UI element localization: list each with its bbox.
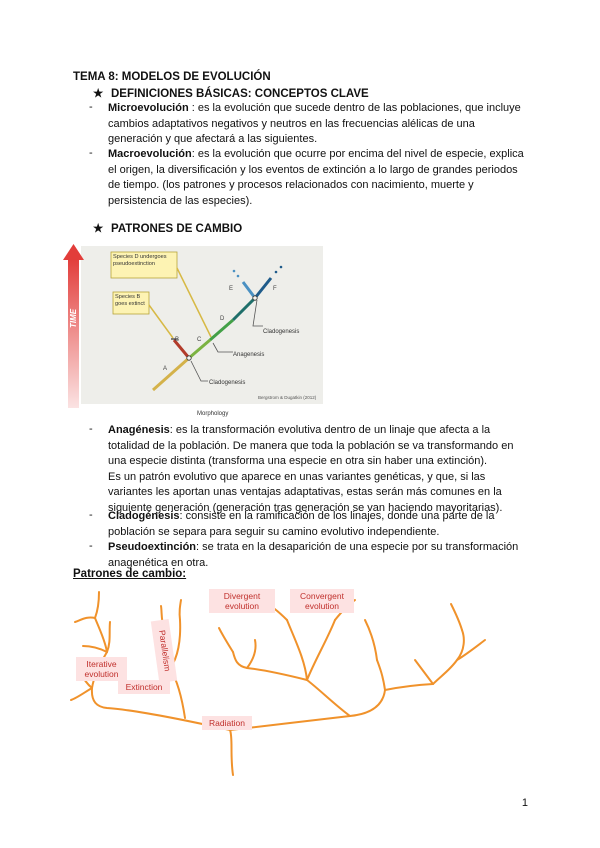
term: Macroevolución (108, 148, 192, 160)
patterns-heading: Patrones de cambio: (73, 568, 187, 580)
definition-text: : se trata en la desaparición de una especie por su transformación anagenética en otra. (108, 541, 519, 569)
dash-bullet: - (89, 509, 93, 521)
label-extinction: Extinction (118, 680, 170, 694)
definition-cladogenesis (108, 509, 528, 540)
document-title: TEMA 8: MODELOS DE EVOLUCIÓN (73, 71, 271, 83)
figure-credit: Bergstrom & Dugatkin (2012) (258, 395, 317, 400)
label-cladogenesis-lower: Cladogenesis (209, 380, 246, 386)
section-heading-definiciones (93, 86, 369, 100)
label-parallelism: Parallelism (151, 619, 177, 683)
label-radiation: Radiation (202, 716, 252, 730)
dash-bullet: - (89, 540, 93, 552)
star-bullet-icon: ★ (93, 223, 104, 235)
definition-text: : es la evolución que ocurre por encima del nivel de especie, explica el origen, la diversificación y los eventos de extinción a lo largo de grandes periodos de tiempo. (los patrones y procesos relacionados con nacimiento, muerte y persistencia de las especies). (108, 148, 524, 207)
section-heading-text: PATRONES DE CAMBIO (111, 223, 243, 235)
letter-f: F (273, 286, 277, 292)
section-heading-text: DEFINICIONES BÁSICAS: CONCEPTOS CLAVE (111, 88, 369, 100)
letter-d: D (220, 316, 225, 322)
letter-b: B (175, 337, 180, 343)
trunk (230, 730, 233, 775)
label-iterative-evolution: Iterative evolution (76, 657, 127, 681)
term: Microevolución (108, 102, 189, 114)
evolution-figure (63, 240, 328, 420)
letter-c: C (197, 337, 202, 343)
term: Pseudoextinción (108, 541, 197, 553)
definition-macroevolucion (108, 147, 528, 209)
x-axis-label: Morphology (197, 411, 229, 417)
definition-text: : consiste en la ramificación de los linajes, donde una parte de la población se separa para seguir su camino evolutivo independiente. (108, 510, 495, 538)
label-divergent-evolution: Divergent evolution (209, 589, 275, 613)
dash-bullet: - (89, 101, 93, 113)
definition-pseudoextincion (108, 540, 528, 571)
definition-extra-text: Es un patrón evolutivo que aparece en unas variantes genéticas, y que, si las variantes les aportan unas ventajas adaptativas, estas serán más comunes en la siguiente generación (generación tras generación se van haciendo mayoritarias). (108, 470, 503, 514)
page-number: 1 (521, 797, 528, 809)
time-arrow (68, 258, 79, 408)
definition-text: : es la evolución que sucede dentro de las poblaciones, que incluye cambios adaptativos negativos y neutros en las frecuencias alélicas de una generación y que afectará a las siguientes. (108, 102, 521, 145)
definition-microevolucion (108, 101, 528, 148)
time-label: TIME (69, 308, 78, 328)
callout-pseudoextinction-text: Species D undergoes pseudoextinction (113, 254, 167, 267)
term: Anagénesis (108, 424, 170, 436)
definition-text: : es la transformación evolutiva dentro de un linaje que afecta a la totalidad de la población. De manera que toda la población se va transformando en una especie distinta (transforma una especie en otra sin haber una extinción). (108, 424, 514, 467)
section-heading-patrones (93, 221, 242, 235)
label-anagenesis: Anagenesis (233, 352, 265, 358)
label-convergent-evolution: Convergent evolution (290, 589, 354, 613)
label-cladogenesis-upper: Cladogenesis (263, 329, 300, 335)
star-bullet-icon: ★ (93, 88, 104, 100)
letter-a: A (163, 366, 168, 372)
term: Cladogénesis (108, 510, 180, 522)
dash-bullet: - (89, 147, 93, 159)
definition-anagenesis (108, 423, 528, 516)
callout-extinct-text: Species B goes extinct (115, 294, 145, 307)
letter-e: E (229, 286, 234, 292)
dash-bullet: - (89, 423, 93, 435)
